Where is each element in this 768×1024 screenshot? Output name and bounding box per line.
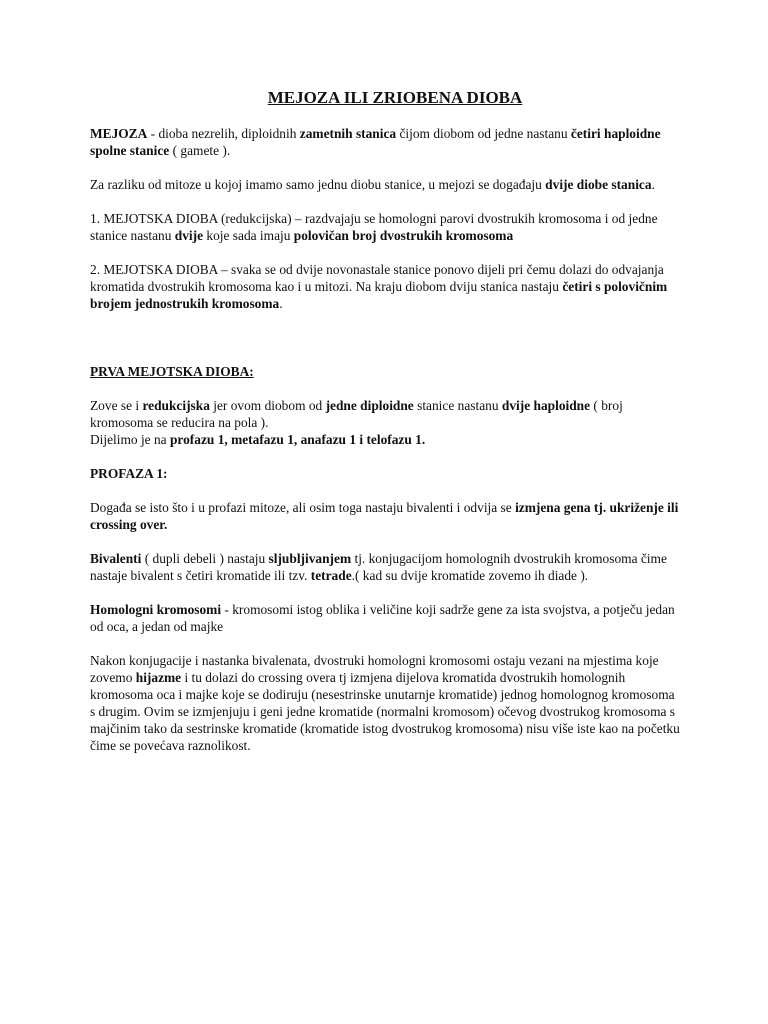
document-page — [90, 88, 680, 754]
paragraph-comparison: Za razliku od mitoze u kojoj imamo samo jednu diobu stanice, u mejozi se događaju dvije diobe stanica. — [90, 177, 655, 192]
paragraph-reductional: Zove se i redukcijska jer ovom diobom od jedne diploidne stanice nastanu dvije haploidne ( broj kromosoma se reducira na pola ). — [90, 398, 623, 430]
paragraph-phases: Dijelimo je na profazu 1, metafazu 1, anafazu 1 i telofazu 1. — [90, 432, 426, 447]
term-mejoza: MEJOZA — [90, 126, 148, 141]
paragraph-definition: MEJOZA - dioba nezrelih, diploidnih zametnih stanica čijom diobom od jedne nastanu četiri haploidne spolne stanice ( gamete ). — [90, 126, 661, 158]
paragraph-crossing-over: Nakon konjugacije i nastanka bivalenata, dvostruki homologni kromosomi ostaju vezani na mjestima koje zovemo hijazme i tu dolazi do crossing overa tj izmjena dijelova kromatida dvostrukih homolognih kromosoma oca i majke koje se dodiruju (nesestrinske unutarnje kromatide) jednog homolognog kromosoma s drugim. Ovim se izmjenjuju i geni jedne kromatide (normalni kromosom) očevog dvostrukog kromosoma s majčinim tako da sestrinske kromatide (kromatide istog dvostrukog kromosoma) nisu više iste kao na početku čime se povećava raznolikost. — [90, 653, 680, 753]
paragraph-first-division: 1. MEJOTSKA DIOBA (redukcijska) – razdvajaju se homologni parovi dvostrukih kromosoma i od jedne stanice nastanu dvije koje sada imaju polovičan broj dvostrukih kromosoma — [90, 211, 658, 243]
paragraph-bivalents: Bivalenti ( dupli debeli ) nastaju sljubljivanjem tj. konjugacijom homolognih dvostrukih kromosoma čime nastaje bivalent s četiri kromatide ili tzv. tetrade.( kad su dvije kromatide zovemo ih diade ). — [90, 551, 667, 583]
section-heading-prophase: PROFAZA 1: — [90, 466, 168, 481]
document-title: MEJOZA ILI ZRIOBENA DIOBA — [267, 88, 523, 107]
paragraph-homologous: Homologni kromosomi - kromosomi istog oblika i veličine koji sadrže gene za ista svojstva, a potječu jedan od oca, a jedan od majke — [90, 602, 675, 634]
paragraph-prophase: Događa se isto što i u profazi mitoze, ali osim toga nastaju bivalenti i odvija se izmjena gena tj. ukriženje ili crossing over. — [90, 500, 679, 532]
section-heading-first-division: PRVA MEJOTSKA DIOBA: — [90, 364, 254, 379]
paragraph-second-division: 2. MEJOTSKA DIOBA – svaka se od dvije novonastale stanice ponovo dijeli pri čemu dolazi do odvajanja kromatida dvostrukih kromosoma kao i u mitozi. Na kraju diobom dviju stanica nastaju četiri s polovičnim brojem jednostrukih kromosoma. — [90, 262, 668, 311]
